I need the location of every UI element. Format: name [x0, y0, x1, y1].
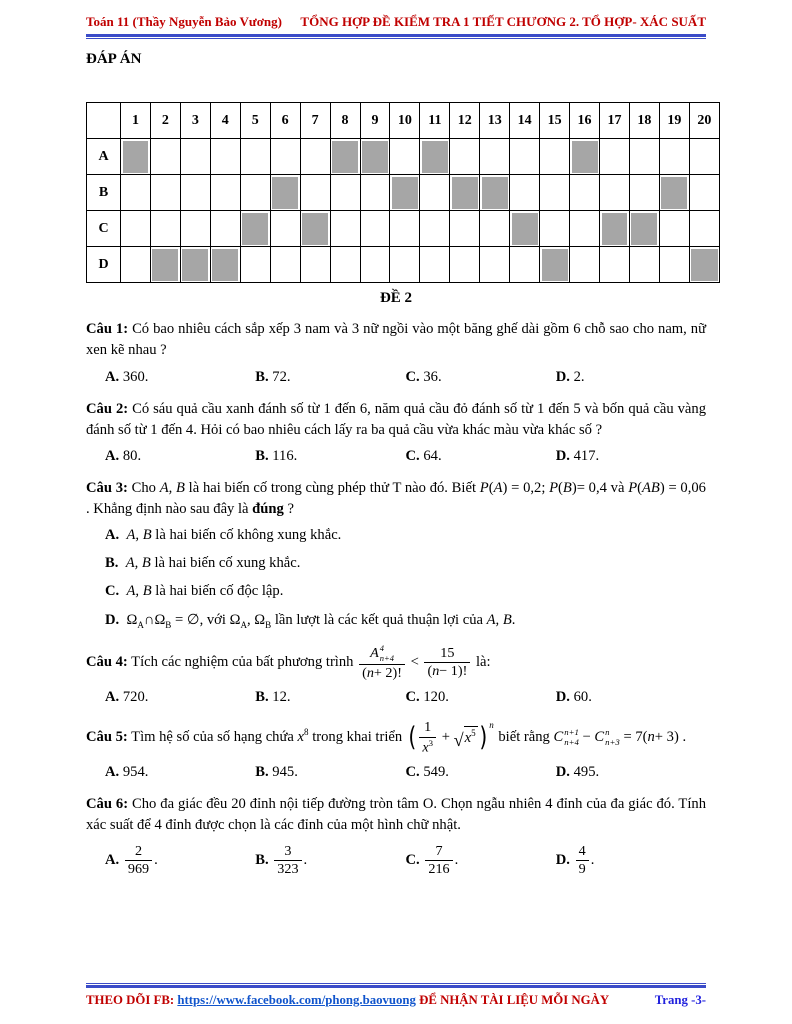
answer-cell-D20 [689, 247, 719, 283]
footer-follow-text [86, 993, 609, 1008]
answer-cell-A15 [540, 139, 570, 175]
option-text: 116. [272, 447, 298, 464]
fraction-numerator: 4 [576, 844, 589, 861]
column-header-6: 6 [270, 103, 300, 139]
option-letter: C. [105, 583, 120, 600]
answer-row-D [87, 247, 720, 283]
answer-cell-A3 [180, 139, 210, 175]
q3-option-A [105, 527, 706, 544]
answer-cell-B19 [659, 175, 689, 211]
answer-cell-B7 [300, 175, 330, 211]
paren-exponent: n [489, 720, 494, 731]
answer-cell-D10 [390, 247, 420, 283]
q1-option-D [556, 369, 706, 386]
fraction [576, 844, 589, 878]
page-number: Trang -3- [654, 993, 706, 1007]
option-text: $\Omega_A\cap\Omega_B$ = ∅, với $\Omega_A$, $\Omega_B$ lần lượt là các kết quả thuận lợi của A, B. [122, 612, 516, 631]
option-text: A, B là hai biến cố xung khắc. [125, 555, 301, 572]
answer-cell-B13 [480, 175, 510, 211]
answer-row-C [87, 211, 720, 247]
answer-cell-A8 [330, 139, 360, 175]
row-label-A: A [87, 139, 121, 175]
q1-option-A [105, 369, 255, 386]
fraction [359, 644, 405, 681]
answer-cell-D17 [600, 247, 630, 283]
row-label-C: C [87, 211, 121, 247]
option-text: 495. [573, 763, 600, 780]
q1-option-B [255, 369, 405, 386]
column-header-4: 4 [210, 103, 240, 139]
question-text: Câu 5: Tìm hệ số của số hạng chứa $x^8$ trong khai triển ( $\frac{1}{x^3}$ + √ $x^5$ ) n biết rằng C n+1 n+4 − C n n+3 = 7(n+ 3) . [86, 719, 687, 756]
answer-cell-D19 [659, 247, 689, 283]
answer-cell-B2 [150, 175, 180, 211]
answer-cell-A9 [360, 139, 390, 175]
answer-table-header-row [87, 103, 720, 139]
answer-cell-C16 [570, 211, 600, 247]
column-header-3: 3 [180, 103, 210, 139]
answer-cell-C10 [390, 211, 420, 247]
answer-cell-C17 [600, 211, 630, 247]
fraction [425, 844, 452, 878]
radicand: $x^5$ [464, 726, 478, 749]
option-text: 549. [423, 763, 449, 780]
page-footer [86, 983, 706, 1008]
answer-cell-D13 [480, 247, 510, 283]
answer-cell-C15 [540, 211, 570, 247]
option-letter: D. [555, 368, 570, 385]
answer-cell-B6 [270, 175, 300, 211]
answer-cell-A7 [300, 139, 330, 175]
answer-cell-A14 [510, 139, 540, 175]
fraction [424, 646, 470, 680]
option-text: $\frac{7}{216}$ . [423, 852, 458, 868]
options-q4 [86, 689, 706, 706]
column-header-14: 14 [510, 103, 540, 139]
option-text: 360. [122, 368, 149, 385]
answer-key-title: ĐÁP ÁN [86, 51, 142, 68]
option-text: 60. [573, 689, 592, 706]
row-label-B: B [87, 175, 121, 211]
answer-table [86, 102, 720, 283]
answer-row-A [87, 139, 720, 175]
option-letter: B. [255, 852, 269, 869]
header-course: Toán 11 (Thầy Nguyễn Bảo Vương) [86, 14, 282, 29]
answer-cell-D18 [629, 247, 659, 283]
answer-table-body [87, 103, 720, 283]
answer-cell-A13 [480, 139, 510, 175]
header-divider [86, 34, 706, 39]
question-6 [86, 794, 706, 879]
option-letter: C. [405, 368, 420, 385]
q4-option-D [556, 689, 706, 706]
answer-cell-B10 [390, 175, 420, 211]
options-q1 [86, 369, 706, 386]
column-header-12: 12 [450, 103, 480, 139]
option-text: $\frac{3}{323}$ . [272, 852, 307, 868]
answer-cell-D9 [360, 247, 390, 283]
option-letter: D. [555, 689, 570, 706]
header-title: TỔNG HỢP ĐỀ KIỂM TRA 1 TIẾT CHƯƠNG 2. TỔ HỢP- XÁC SUẤT [300, 14, 706, 29]
fraction-numerator: 2 [125, 844, 152, 861]
answer-cell-D5 [240, 247, 270, 283]
divider-thick-line [86, 985, 706, 988]
q1-option-C [406, 369, 556, 386]
option-letter: C. [405, 689, 420, 706]
fraction-denominator: 216 [428, 861, 450, 878]
answer-cell-A6 [270, 139, 300, 175]
answer-cell-C7 [300, 211, 330, 247]
option-letter: B. [255, 447, 269, 464]
answer-cell-B15 [540, 175, 570, 211]
question-text: Câu 1: Có bao nhiêu cách sắp xếp 3 nam và 3 nữ ngồi vào một băng ghế dài gồm 6 chỗ sao cho nam, nữ xen kẽ nhau ? [86, 321, 706, 359]
q6-option-B [255, 843, 405, 879]
answer-cell-B1 [121, 175, 151, 211]
answer-cell-D15 [540, 247, 570, 283]
options-q2 [86, 448, 706, 465]
question-2 [86, 399, 706, 465]
square-root [454, 726, 478, 749]
option-letter: C. [405, 447, 420, 464]
question-text: Câu 6: Cho đa giác đều 20 đỉnh nội tiếp đường tròn tâm O. Chọn ngẫu nhiên 4 đỉnh của đa giác đó. Tính xác suất để 4 đỉnh được chọn là các đỉnh của một hình chữ nhật. [86, 795, 706, 833]
option-letter: B. [105, 555, 119, 572]
q3-option-B [105, 555, 706, 572]
q2-option-A [105, 448, 255, 465]
question-1 [86, 319, 706, 385]
column-header-19: 19 [659, 103, 689, 139]
q4-option-C [406, 689, 556, 706]
answer-cell-D1 [121, 247, 151, 283]
option-text: 64. [423, 447, 442, 464]
answer-cell-B5 [240, 175, 270, 211]
answer-cell-C5 [240, 211, 270, 247]
options-q5 [86, 764, 706, 781]
q5-option-A [105, 764, 255, 781]
answer-cell-C19 [659, 211, 689, 247]
option-letter: B. [255, 368, 269, 385]
answer-cell-A12 [450, 139, 480, 175]
question-text: Câu 4: Tích các nghiệm của bất phương trình A 4 n+4 (n+ 2)! < $\frac{15}{(n- 1)!}$ là: [86, 643, 491, 682]
paren-content: $\frac{1}{x^3}$ + √ $x^5$ [417, 719, 477, 756]
answer-cell-D16 [570, 247, 600, 283]
column-header-7: 7 [300, 103, 330, 139]
question-3 [86, 478, 706, 630]
option-text: 2. [573, 368, 585, 385]
answer-cell-D3 [180, 247, 210, 283]
answer-cell-A20 [689, 139, 719, 175]
sup-sub-stack: 4 n+4 [379, 643, 394, 663]
answer-cell-C14 [510, 211, 540, 247]
column-header-17: 17 [600, 103, 630, 139]
option-letter: C. [405, 763, 420, 780]
question-label: Câu 6: [86, 795, 129, 812]
option-text: $\frac{4}{9}$ . [574, 852, 595, 868]
answer-cell-A17 [600, 139, 630, 175]
answer-cell-A2 [150, 139, 180, 175]
fraction-denominator: 323 [277, 861, 299, 878]
option-letter: D. [555, 763, 570, 780]
question-label: Câu 5: [86, 729, 128, 746]
column-header-10: 10 [390, 103, 420, 139]
q6-option-C [406, 843, 556, 879]
answer-row-B [87, 175, 720, 211]
question-text: Câu 2: Có sáu quả cầu xanh đánh số từ 1 đến 6, năm quả cầu đỏ đánh số từ 1 đến 5 và bốn quả cầu vàng đánh số từ 1 đến 4. Hỏi có bao nhiêu cách lấy ra ba quả cầu vừa khác màu vừa khác số ? [86, 400, 706, 438]
fraction-numerator: A 4 n+4 [359, 644, 405, 665]
divider-thick-line [86, 34, 706, 37]
q6-option-A [105, 843, 255, 879]
option-letter: D. [555, 852, 570, 869]
q5-option-D [556, 764, 706, 781]
fraction-denominator: 9 [578, 861, 586, 878]
column-header-1: 1 [121, 103, 151, 139]
answer-cell-D7 [300, 247, 330, 283]
column-header-2: 2 [150, 103, 180, 139]
answer-cell-D8 [330, 247, 360, 283]
column-header-5: 5 [240, 103, 270, 139]
column-header-16: 16 [570, 103, 600, 139]
q5-option-B [255, 764, 405, 781]
answer-cell-C3 [180, 211, 210, 247]
answer-cell-B11 [420, 175, 450, 211]
divider-thin-line [86, 983, 706, 984]
option-letter: A. [105, 368, 120, 385]
fraction-numerator: 3 [274, 844, 301, 861]
options-q3 [86, 527, 706, 630]
answer-cell-A1 [121, 139, 151, 175]
answer-cell-D11 [420, 247, 450, 283]
answer-cell-C2 [150, 211, 180, 247]
answer-cell-B12 [450, 175, 480, 211]
question-label: Câu 3: [86, 479, 128, 496]
answer-cell-C12 [450, 211, 480, 247]
answer-cell-B20 [689, 175, 719, 211]
column-header-8: 8 [330, 103, 360, 139]
answer-cell-B17 [600, 175, 630, 211]
q2-option-B [255, 448, 405, 465]
option-text: 945. [272, 763, 298, 780]
radical-icon: √ [453, 730, 464, 751]
option-letter: D. [555, 447, 570, 464]
answer-cell-B18 [629, 175, 659, 211]
option-letter: A. [105, 689, 120, 706]
q3-option-D [105, 611, 706, 630]
answer-cell-B8 [330, 175, 360, 211]
close-paren: ) [478, 721, 487, 753]
fraction-numerator: 15 [424, 646, 470, 663]
column-header-15: 15 [540, 103, 570, 139]
answer-cell-D4 [210, 247, 240, 283]
answer-cell-C6 [270, 211, 300, 247]
answer-cell-A4 [210, 139, 240, 175]
answer-cell-C13 [480, 211, 510, 247]
answer-cell-C1 [121, 211, 151, 247]
answer-cell-A10 [390, 139, 420, 175]
answer-cell-B9 [360, 175, 390, 211]
corner-cell [87, 103, 121, 139]
answer-cell-C11 [420, 211, 450, 247]
column-header-11: 11 [420, 103, 450, 139]
footer-divider [86, 983, 706, 988]
answer-cell-C9 [360, 211, 390, 247]
footer-fb-label: THEO DÕI FB: [86, 993, 178, 1007]
answer-cell-C20 [689, 211, 719, 247]
answer-cell-A19 [659, 139, 689, 175]
option-letter: A. [105, 763, 120, 780]
answer-cell-B14 [510, 175, 540, 211]
fraction-denominator: $x^3$ [422, 737, 434, 756]
option-letter: A. [105, 527, 120, 544]
option-text: A, B là hai biến cố không xung khắc. [126, 527, 342, 544]
option-letter: D. [105, 612, 120, 629]
q4-option-B [255, 689, 405, 706]
option-letter: A. [105, 447, 120, 464]
option-text: 120. [423, 689, 449, 706]
answer-cell-C18 [629, 211, 659, 247]
answer-cell-C8 [330, 211, 360, 247]
page-header [86, 14, 706, 30]
exam-title: ĐỀ 2 [379, 290, 413, 307]
answer-cell-D2 [150, 247, 180, 283]
column-header-9: 9 [360, 103, 390, 139]
column-header-18: 18 [629, 103, 659, 139]
answer-cell-B3 [180, 175, 210, 211]
options-q6 [86, 843, 706, 879]
option-text: 80. [122, 447, 142, 464]
option-letter: B. [255, 763, 269, 780]
option-text: 12. [272, 689, 291, 706]
fraction [419, 720, 436, 755]
sup-sub-stack: n+1 n+4 [564, 727, 579, 748]
question-text: Câu 3: Cho A, B là hai biến cố trong cùng phép thử T nào đó. Biết P(A) = 0,2; P(B)= 0,4 và P(AB) = 0,06 . Khẳng định nào sau đây là đúng ? [86, 479, 706, 517]
answer-cell-A5 [240, 139, 270, 175]
footer-fb-suffix: ĐỂ NHẬN TÀI LIỆU MỖI NGÀY [415, 993, 610, 1007]
answer-cell-A16 [570, 139, 600, 175]
option-letter: A. [105, 852, 120, 869]
answer-cell-B16 [570, 175, 600, 211]
option-letter: C. [405, 852, 420, 869]
q6-option-D [556, 843, 706, 879]
answer-cell-A18 [629, 139, 659, 175]
row-label-D: D [87, 247, 121, 283]
column-header-13: 13 [480, 103, 510, 139]
fraction-denominator: 969 [127, 861, 150, 878]
q2-option-C [406, 448, 556, 465]
fraction-numerator: 7 [425, 844, 452, 861]
option-text: A, B là hai biến cố độc lập. [126, 583, 284, 600]
question-label: Câu 4: [86, 654, 128, 671]
option-text: $\frac{2}{969}$ . [123, 852, 158, 868]
fraction [274, 844, 301, 878]
fraction-numerator: 1 [419, 720, 436, 737]
option-text: 417. [573, 447, 600, 464]
divider-thin-line [86, 38, 706, 39]
fraction-denominator: (n+ 2)! [362, 665, 402, 682]
answer-cell-D12 [450, 247, 480, 283]
question-5 [86, 719, 706, 780]
question-4 [86, 643, 706, 706]
questions [86, 319, 706, 878]
answer-cell-D6 [270, 247, 300, 283]
question-label: Câu 2: [86, 400, 129, 417]
column-header-20: 20 [689, 103, 719, 139]
option-text: 36. [423, 368, 442, 385]
facebook-link[interactable]: https://www.facebook.com/phong.baovuong [177, 993, 416, 1007]
q3-option-C [105, 583, 706, 600]
q2-option-D [556, 448, 706, 465]
option-text: 954. [122, 763, 149, 780]
parenthesized-expression [407, 719, 494, 756]
option-letter: B. [255, 689, 269, 706]
q5-option-C [406, 764, 556, 781]
fraction [125, 844, 152, 878]
answer-cell-C4 [210, 211, 240, 247]
sup-sub-stack: n n+3 [605, 727, 620, 748]
answer-cell-D14 [510, 247, 540, 283]
answer-cell-A11 [420, 139, 450, 175]
open-paren: ( [408, 721, 417, 753]
option-text: 72. [272, 368, 291, 385]
answer-cell-B4 [210, 175, 240, 211]
question-label: Câu 1: [86, 321, 129, 338]
q4-option-A [105, 689, 255, 706]
option-text: 720. [122, 689, 149, 706]
fraction-denominator: (n− 1)! [427, 663, 468, 680]
